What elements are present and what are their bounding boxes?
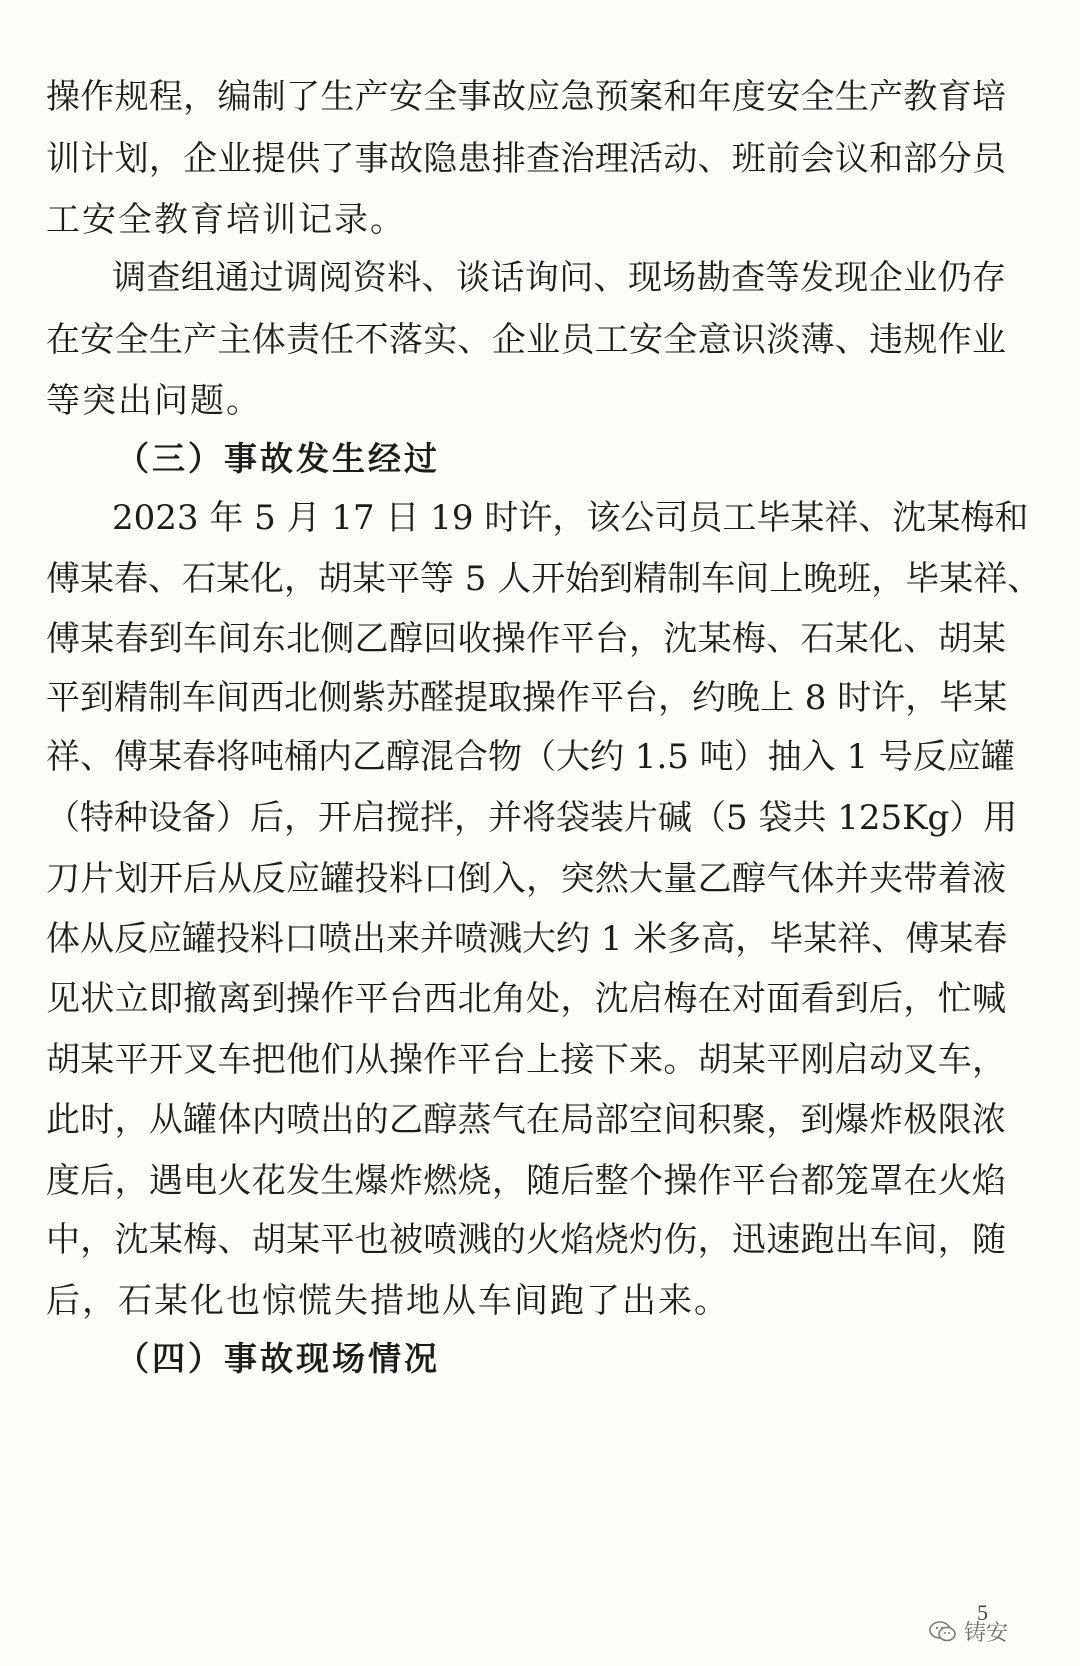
section-heading-4: （四）事故现场情况 <box>116 1339 440 1378</box>
body-line: 工安全教育培训记录。 <box>46 200 406 240</box>
watermark <box>928 1616 1008 1647</box>
body-line: 调查组通过调阅资料、谈话询问、现场勘查等发现企业仍存 <box>112 258 1006 298</box>
body-line: 见状立即撤离到操作平台西北角处，沈启梅在对面看到后，忙喊 <box>46 979 1006 1019</box>
body-line: 此时，从罐体内喷出的乙醇蒸气在局部空间积聚，到爆炸极限浓 <box>46 1100 1006 1140</box>
body-line: 操作规程，编制了生产安全事故应急预案和年度安全生产教育培 <box>46 77 1006 117</box>
body-line: 平到精制车间西北侧紫苏醛提取操作平台，约晚上 8 时许，毕某 <box>46 678 1008 718</box>
page-number: 5 <box>977 1600 988 1625</box>
body-line: 傅某春、石某化，胡某平等 5 人开始到精制车间上晚班，毕某祥、 <box>46 559 1042 599</box>
wechat-icon <box>928 1619 958 1645</box>
section-heading-3: （三）事故发生经过 <box>116 439 440 478</box>
body-line: （特种设备）后，开启搅拌，并将袋装片碱（5 袋共 125Kg）用 <box>46 798 1018 838</box>
body-line: 刀片划开后从反应罐投料口倒入，突然大量乙醇气体并夹带着液 <box>46 859 1006 899</box>
body-line: 祥、傅某春将吨桶内乙醇混合物（大约 1.5 吨）抽入 1 号反应罐 <box>46 737 1015 777</box>
body-line: 2023 年 5 月 17 日 19 时许，该公司员工毕某祥、沈某梅和 <box>112 498 1029 538</box>
body-line: 胡某平开叉车把他们从操作平台上接下来。胡某平刚启动叉车， <box>46 1040 1006 1080</box>
body-line: 傅某春到车间东北侧乙醇回收操作平台，沈某梅、石某化、胡某 <box>46 619 1006 659</box>
body-line: 在安全生产主体责任不落实、企业员工安全意识淡薄、违规作业 <box>46 320 1006 360</box>
body-line: 训计划，企业提供了事故隐患排查治理活动、班前会议和部分员 <box>46 139 1006 179</box>
watermark-text: 铸安 <box>964 1621 1009 1646</box>
body-line: 体从反应罐投料口喷出来并喷溅大约 1 米多高，毕某祥、傅某春 <box>46 919 1008 959</box>
body-line: 后，石某化也惊慌失措地从车间跑了出来。 <box>46 1281 730 1321</box>
body-line: 度后，遇电火花发生爆炸燃烧，随后整个操作平台都笼罩在火焰 <box>46 1161 1006 1201</box>
body-line: 中，沈某梅、胡某平也被喷溅的火焰烧灼伤，迅速跑出车间，随 <box>46 1220 1006 1260</box>
body-line: 等突出问题。 <box>46 381 262 421</box>
